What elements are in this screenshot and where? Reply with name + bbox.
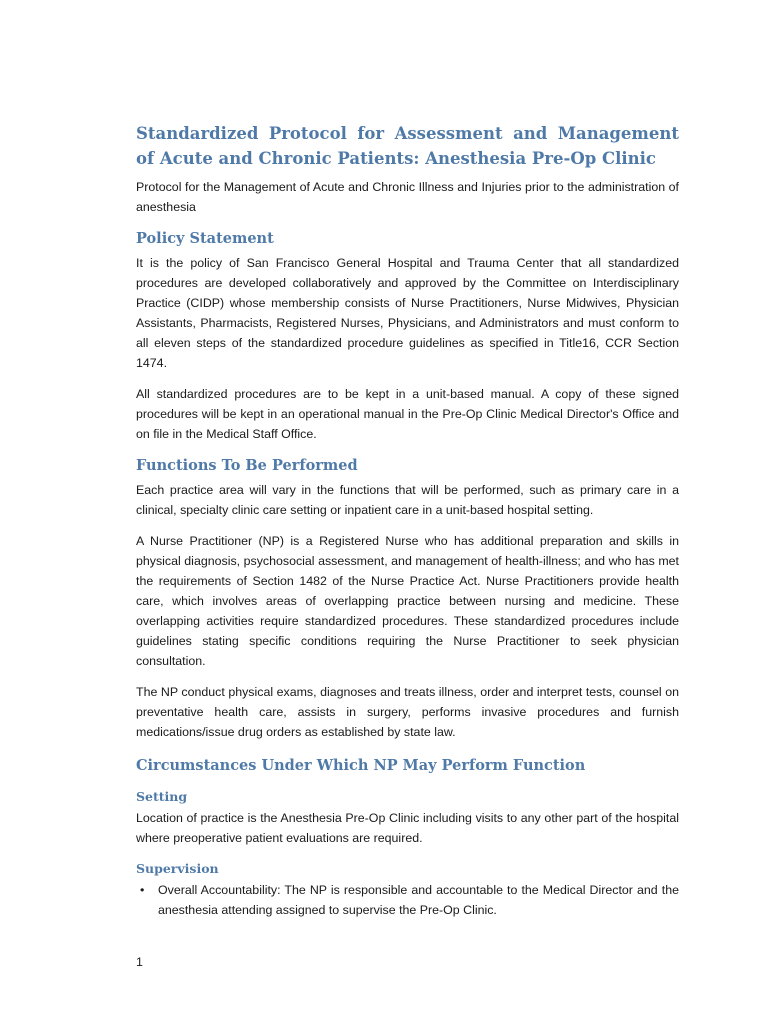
functions-paragraph-2: A Nurse Practitioner (NP) is a Registered Nurse who has additional preparation and skills in physical diagnosis, psychosocial assessment, and management of health-illness; and who has met the requirements of Section 1482 of the Nurse Practice Act. Nurse Practitioners provide health care, which involves areas of overlapping practice between nursing and medicine. These overlapping activities require standardized procedures. These standardized procedures include guidelines stating specific conditions requiring the Nurse Practitioner to seek physician consultation.	[136, 534, 679, 668]
document-body	[136, 121, 679, 920]
supervision-item-text: Overall Accountability: The NP is responsible and accountable to the Medical Director and the anesthesia attending assigned to supervise the Pre-Op Clinic.	[158, 883, 679, 917]
functions-paragraph-1: Each practice area will vary in the functions that will be performed, such as primary care in a clinical, specialty clinic care setting or inpatient care in a unit-based hospital setting.	[136, 483, 679, 517]
functions-heading: Functions To Be Performed	[136, 457, 358, 474]
document-title: Standardized Protocol for Assessment and Management of Acute and Chronic Patients: Anesthesia Pre-Op Clinic	[136, 124, 679, 168]
setting-paragraph: Location of practice is the Anesthesia Pre-Op Clinic including visits to any other part of the hospital where preoperative patient evaluations are required.	[136, 811, 679, 845]
policy-paragraph-2: All standardized procedures are to be kept in a unit-based manual. A copy of these signed procedures will be kept in an operational manual in the Pre-Op Clinic Medical Director's Office and on file in the Medical Staff Office.	[136, 387, 679, 441]
setting-heading: Setting	[136, 789, 188, 804]
page-number: 1	[136, 955, 143, 969]
policy-statement-heading: Policy Statement	[136, 230, 274, 247]
list-item	[136, 880, 679, 920]
document-subtitle: Protocol for the Management of Acute and Chronic Illness and Injuries prior to the administration of anesthesia	[136, 180, 679, 214]
circumstances-heading: Circumstances Under Which NP May Perform Function	[136, 757, 586, 774]
policy-paragraph-1: It is the policy of San Francisco General Hospital and Trauma Center that all standardized procedures are developed collaboratively and approved by the Committee on Interdisciplinary Practice (CIDP) whose membership consists of Nurse Practitioners, Nurse Midwives, Physician Assistants, Pharmacists, Registered Nurses, Physicians, and Administrators and must conform to all eleven steps of the standardized procedure guidelines as specified in Title16, CCR Section 1474.	[136, 256, 679, 370]
supervision-list	[136, 880, 679, 920]
supervision-heading: Supervision	[136, 861, 219, 876]
functions-paragraph-3: The NP conduct physical exams, diagnoses and treats illness, order and interpret tests, counsel on preventative health care, assists in surgery, performs invasive procedures and furnish medications/issue drug orders as established by state law.	[136, 685, 679, 739]
bullet-icon: •	[140, 883, 145, 897]
